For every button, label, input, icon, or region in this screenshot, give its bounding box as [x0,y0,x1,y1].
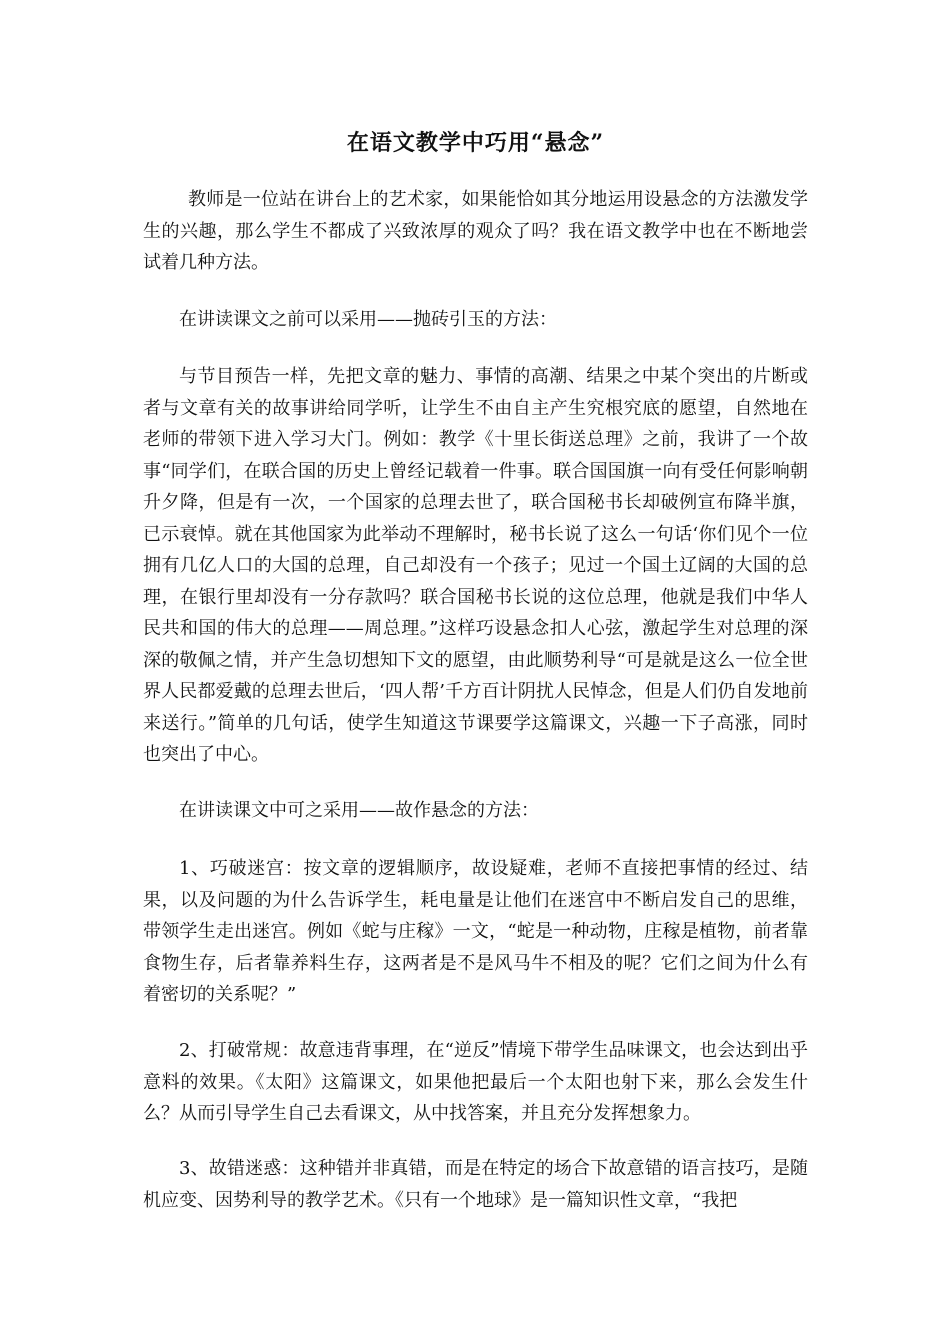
paragraph-method-1: 1、巧破迷宫：按文章的逻辑顺序，故设疑难，老师不直接把事情的经过、结果，以及问题的为什么告诉学生，耗电量是让他们在迷宫中不断启发自己的思维，带领学生走出迷宫。例如《蛇与庄稼》一文，“蛇是一种动物，庄稼是植物，前者靠食物生存，后者靠养料生存，这两者是不是风马牛不相及的呢？它们之间为什么有着密切的关系呢？” [143,858,808,1005]
paragraph-method-2: 2、打破常规：故意违背事理，在“逆反”情境下带学生品味课文，也会达到出乎意料的效果。《太阳》这篇课文，如果他把最后一个太阳也射下来，那么会发生什么？从而引导学生自己去看课文，从中找答案，并且充分发挥想象力。 [143,1040,808,1124]
paragraph-heading-before-reading: 在讲读课文之前可以采用——抛砖引玉的方法： [179,309,557,330]
paragraph-method-3: 3、故错迷惑：这种错并非真错，而是在特定的场合下故意错的语言技巧，是随机应变、因势利导的教学艺术。《只有一个地球》是一篇知识性文章，“我把 [143,1158,808,1211]
paragraph-example-story: 与节目预告一样，先把文章的魅力、事情的高潮、结果之中某个突出的片断或者与文章有关的故事讲给同学听，让学生不由自主产生究根究底的愿望，自然地在老师的带领下进入学习大门。例如：教学《十里长街送总理》之前，我讲了一个故事“同学们，在联合国的历史上曾经记载着一件事。联合国国旗一向有受任何影响朝升夕降，但是有一次，一个国家的总理去世了，联合国秘书长却破例宣布降半旗，已示衰悼。就在其他国家为此举动不理解时，秘书长说了这么一句话‘你们见个一位拥有几亿人口的大国的总理，自己却没有一个孩子；见过一个国土辽阔的大国的总理，在银行里却没有一分存款吗？联合国秘书长说的这位总理，他就是我们中华人民共和国的伟大的总理——周总理。”这样巧设悬念扣人心弦，激起学生对总理的深深的敬佩之情，并产生急切想知下文的愿望，由此顺势利导“可是就是这么一位全世界人民都爱戴的总理去世后，‘四人帮’千方百计阴扰人民悼念，但是人们仍自发地前来送行。”简单的几句话，使学生知道这节课要学这篇课文，兴趣一下子高涨，同时也突出了中心。 [143,366,808,765]
document-title: 在语文教学中巧用“悬念” [346,130,605,156]
paragraph-intro: 教师是一位站在讲台上的艺术家，如果能恰如其分地运用设悬念的方法激发学生的兴趣，那么学生不都成了兴致浓厚的观众了吗？我在语文教学中也在不断地尝试着几种方法。 [143,189,808,273]
paragraph-heading-during-reading: 在讲读课文中可之采用——故作悬念的方法： [179,800,539,821]
